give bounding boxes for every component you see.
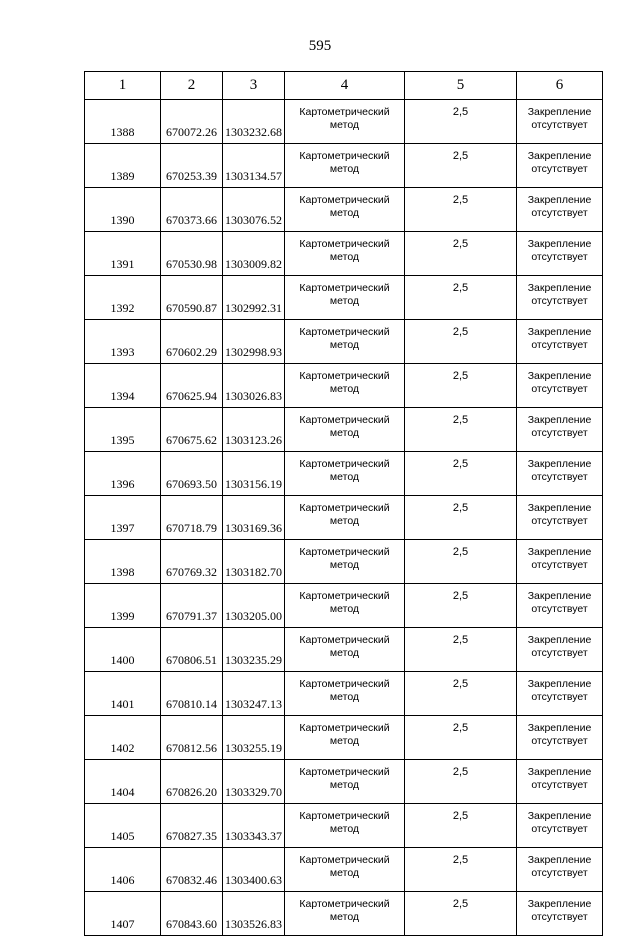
method-line1: Картометрический xyxy=(299,678,390,690)
y-coordinate-cell: 1303009.82 xyxy=(223,232,285,276)
method-cell xyxy=(285,760,405,804)
x-coordinate-cell: 670253.39 xyxy=(161,144,223,188)
fixing-line2: отсутствует xyxy=(531,735,588,747)
y-coordinate-cell: 1303169.36 xyxy=(223,496,285,540)
method-cell xyxy=(285,232,405,276)
fixing-line1: Закрепление xyxy=(527,722,592,734)
column-header: 2 xyxy=(161,72,223,100)
y-coordinate-cell: 1303235.29 xyxy=(223,628,285,672)
x-coordinate-cell: 670827.35 xyxy=(161,804,223,848)
method-line2: метод xyxy=(329,867,360,879)
fixing-cell xyxy=(517,408,603,452)
method-cell xyxy=(285,276,405,320)
method-line1: Картометрический xyxy=(299,502,390,514)
accuracy-cell: 2,5 xyxy=(405,584,517,628)
method-line1: Картометрический xyxy=(299,238,390,250)
y-coordinate-cell: 1303205.00 xyxy=(223,584,285,628)
column-header: 6 xyxy=(517,72,603,100)
fixing-cell xyxy=(517,276,603,320)
x-coordinate-cell: 670843.60 xyxy=(161,892,223,936)
y-coordinate-cell: 1303232.68 xyxy=(223,100,285,144)
table-row xyxy=(85,672,603,716)
table-row xyxy=(85,584,603,628)
y-coordinate-cell: 1303343.37 xyxy=(223,804,285,848)
method-line2: метод xyxy=(329,911,360,923)
point-id-cell: 1405 xyxy=(85,804,161,848)
method-cell xyxy=(285,452,405,496)
table-row xyxy=(85,232,603,276)
fixing-cell xyxy=(517,804,603,848)
fixing-line2: отсутствует xyxy=(531,119,588,131)
fixing-line2: отсутствует xyxy=(531,559,588,571)
y-coordinate-cell: 1302998.93 xyxy=(223,320,285,364)
table-row xyxy=(85,496,603,540)
method-line1: Картометрический xyxy=(299,106,390,118)
fixing-cell xyxy=(517,540,603,584)
x-coordinate-cell: 670810.14 xyxy=(161,672,223,716)
table-row xyxy=(85,188,603,232)
method-line1: Картометрический xyxy=(299,370,390,382)
point-id-cell: 1398 xyxy=(85,540,161,584)
method-line1: Картометрический xyxy=(299,722,390,734)
point-id-cell: 1395 xyxy=(85,408,161,452)
accuracy-cell: 2,5 xyxy=(405,848,517,892)
y-coordinate-cell: 1303076.52 xyxy=(223,188,285,232)
fixing-line1: Закрепление xyxy=(527,238,592,250)
method-line1: Картометрический xyxy=(299,194,390,206)
table-row xyxy=(85,804,603,848)
table-row xyxy=(85,848,603,892)
accuracy-cell: 2,5 xyxy=(405,892,517,936)
method-line1: Картометрический xyxy=(299,150,390,162)
x-coordinate-cell: 670718.79 xyxy=(161,496,223,540)
accuracy-cell: 2,5 xyxy=(405,232,517,276)
method-line2: метод xyxy=(329,119,360,131)
y-coordinate-cell: 1303255.19 xyxy=(223,716,285,760)
fixing-cell xyxy=(517,760,603,804)
x-coordinate-cell: 670590.87 xyxy=(161,276,223,320)
accuracy-cell: 2,5 xyxy=(405,496,517,540)
fixing-line1: Закрепление xyxy=(527,414,592,426)
accuracy-cell: 2,5 xyxy=(405,100,517,144)
fixing-line1: Закрепление xyxy=(527,854,592,866)
x-coordinate-cell: 670530.98 xyxy=(161,232,223,276)
fixing-cell xyxy=(517,364,603,408)
accuracy-cell: 2,5 xyxy=(405,144,517,188)
method-cell xyxy=(285,892,405,936)
x-coordinate-cell: 670806.51 xyxy=(161,628,223,672)
accuracy-cell: 2,5 xyxy=(405,716,517,760)
fixing-line2: отсутствует xyxy=(531,691,588,703)
accuracy-cell: 2,5 xyxy=(405,540,517,584)
method-line1: Картометрический xyxy=(299,766,390,778)
fixing-line2: отсутствует xyxy=(531,515,588,527)
method-line2: метод xyxy=(329,163,360,175)
point-id-cell: 1404 xyxy=(85,760,161,804)
fixing-cell xyxy=(517,232,603,276)
fixing-line1: Закрепление xyxy=(527,678,592,690)
accuracy-cell: 2,5 xyxy=(405,276,517,320)
fixing-cell xyxy=(517,144,603,188)
method-cell xyxy=(285,804,405,848)
method-cell xyxy=(285,320,405,364)
fixing-line2: отсутствует xyxy=(531,383,588,395)
page-number: 595 xyxy=(308,38,332,54)
method-line1: Картометрический xyxy=(299,282,390,294)
point-id-cell: 1401 xyxy=(85,672,161,716)
x-coordinate-cell: 670072.26 xyxy=(161,100,223,144)
point-id-cell: 1406 xyxy=(85,848,161,892)
accuracy-cell: 2,5 xyxy=(405,452,517,496)
fixing-line1: Закрепление xyxy=(527,150,592,162)
fixing-line1: Закрепление xyxy=(527,458,592,470)
y-coordinate-cell: 1303134.57 xyxy=(223,144,285,188)
table-body xyxy=(85,100,603,936)
accuracy-cell: 2,5 xyxy=(405,804,517,848)
accuracy-cell: 2,5 xyxy=(405,320,517,364)
x-coordinate-cell: 670832.46 xyxy=(161,848,223,892)
x-coordinate-cell: 670791.37 xyxy=(161,584,223,628)
method-cell xyxy=(285,408,405,452)
fixing-line1: Закрепление xyxy=(527,634,592,646)
table-row xyxy=(85,716,603,760)
fixing-line2: отсутствует xyxy=(531,647,588,659)
point-id-cell: 1393 xyxy=(85,320,161,364)
table-row xyxy=(85,144,603,188)
table-row xyxy=(85,760,603,804)
y-coordinate-cell: 1303400.63 xyxy=(223,848,285,892)
method-line2: метод xyxy=(329,295,360,307)
table-row xyxy=(85,100,603,144)
method-line1: Картометрический xyxy=(299,854,390,866)
accuracy-cell: 2,5 xyxy=(405,672,517,716)
accuracy-cell: 2,5 xyxy=(405,364,517,408)
method-line2: метод xyxy=(329,383,360,395)
table-row xyxy=(85,320,603,364)
table-row xyxy=(85,276,603,320)
fixing-line1: Закрепление xyxy=(527,810,592,822)
point-id-cell: 1397 xyxy=(85,496,161,540)
accuracy-cell: 2,5 xyxy=(405,760,517,804)
fixing-line1: Закрепление xyxy=(527,326,592,338)
method-line1: Картометрический xyxy=(299,634,390,646)
fixing-line1: Закрепление xyxy=(527,282,592,294)
point-id-cell: 1388 xyxy=(85,100,161,144)
y-coordinate-cell: 1302992.31 xyxy=(223,276,285,320)
fixing-line1: Закрепление xyxy=(527,194,592,206)
method-line2: метод xyxy=(329,823,360,835)
point-id-cell: 1396 xyxy=(85,452,161,496)
fixing-line1: Закрепление xyxy=(527,502,592,514)
method-cell xyxy=(285,540,405,584)
y-coordinate-cell: 1303182.70 xyxy=(223,540,285,584)
method-line1: Картометрический xyxy=(299,326,390,338)
point-id-cell: 1400 xyxy=(85,628,161,672)
y-coordinate-cell: 1303526.83 xyxy=(223,892,285,936)
accuracy-cell: 2,5 xyxy=(405,408,517,452)
method-cell xyxy=(285,496,405,540)
x-coordinate-cell: 670602.29 xyxy=(161,320,223,364)
fixing-line2: отсутствует xyxy=(531,779,588,791)
fixing-cell xyxy=(517,320,603,364)
method-line1: Картометрический xyxy=(299,546,390,558)
fixing-line1: Закрепление xyxy=(527,766,592,778)
fixing-line2: отсутствует xyxy=(531,471,588,483)
y-coordinate-cell: 1303329.70 xyxy=(223,760,285,804)
coordinates-table xyxy=(84,71,603,936)
method-cell xyxy=(285,188,405,232)
method-line1: Картометрический xyxy=(299,898,390,910)
method-line2: метод xyxy=(329,251,360,263)
method-line2: метод xyxy=(329,207,360,219)
point-id-cell: 1391 xyxy=(85,232,161,276)
point-id-cell: 1389 xyxy=(85,144,161,188)
column-header: 4 xyxy=(285,72,405,100)
table-row xyxy=(85,452,603,496)
header-row xyxy=(85,72,603,100)
y-coordinate-cell: 1303156.19 xyxy=(223,452,285,496)
fixing-line1: Закрепление xyxy=(527,370,592,382)
fixing-line2: отсутствует xyxy=(531,251,588,263)
fixing-line1: Закрепление xyxy=(527,106,592,118)
fixing-cell xyxy=(517,452,603,496)
point-id-cell: 1392 xyxy=(85,276,161,320)
method-line2: метод xyxy=(329,603,360,615)
fixing-line1: Закрепление xyxy=(527,546,592,558)
fixing-cell xyxy=(517,188,603,232)
fixing-line2: отсутствует xyxy=(531,867,588,879)
x-coordinate-cell: 670769.32 xyxy=(161,540,223,584)
fixing-cell xyxy=(517,892,603,936)
method-line2: метод xyxy=(329,779,360,791)
fixing-line2: отсутствует xyxy=(531,163,588,175)
point-id-cell: 1399 xyxy=(85,584,161,628)
table-row xyxy=(85,364,603,408)
method-line2: метод xyxy=(329,515,360,527)
x-coordinate-cell: 670693.50 xyxy=(161,452,223,496)
method-cell xyxy=(285,584,405,628)
column-header: 1 xyxy=(85,72,161,100)
method-line1: Картометрический xyxy=(299,458,390,470)
column-header: 3 xyxy=(223,72,285,100)
column-header: 5 xyxy=(405,72,517,100)
fixing-cell xyxy=(517,496,603,540)
x-coordinate-cell: 670675.62 xyxy=(161,408,223,452)
fixing-line2: отсутствует xyxy=(531,603,588,615)
fixing-line2: отсутствует xyxy=(531,911,588,923)
method-line2: метод xyxy=(329,691,360,703)
fixing-cell xyxy=(517,628,603,672)
accuracy-cell: 2,5 xyxy=(405,628,517,672)
fixing-cell xyxy=(517,584,603,628)
point-id-cell: 1390 xyxy=(85,188,161,232)
fixing-line2: отсутствует xyxy=(531,295,588,307)
method-line1: Картометрический xyxy=(299,590,390,602)
table-row xyxy=(85,628,603,672)
point-id-cell: 1402 xyxy=(85,716,161,760)
x-coordinate-cell: 670812.56 xyxy=(161,716,223,760)
x-coordinate-cell: 670625.94 xyxy=(161,364,223,408)
y-coordinate-cell: 1303123.26 xyxy=(223,408,285,452)
x-coordinate-cell: 670373.66 xyxy=(161,188,223,232)
method-line2: метод xyxy=(329,559,360,571)
method-line2: метод xyxy=(329,339,360,351)
y-coordinate-cell: 1303247.13 xyxy=(223,672,285,716)
method-line2: метод xyxy=(329,647,360,659)
y-coordinate-cell: 1303026.83 xyxy=(223,364,285,408)
fixing-line2: отсутствует xyxy=(531,339,588,351)
method-line1: Картометрический xyxy=(299,810,390,822)
table-row xyxy=(85,540,603,584)
table-row xyxy=(85,892,603,936)
point-id-cell: 1407 xyxy=(85,892,161,936)
fixing-line1: Закрепление xyxy=(527,590,592,602)
x-coordinate-cell: 670826.20 xyxy=(161,760,223,804)
table-row xyxy=(85,408,603,452)
accuracy-cell: 2,5 xyxy=(405,188,517,232)
method-line2: метод xyxy=(329,735,360,747)
method-cell xyxy=(285,628,405,672)
method-line2: метод xyxy=(329,471,360,483)
method-line2: метод xyxy=(329,427,360,439)
fixing-line2: отсутствует xyxy=(531,427,588,439)
point-id-cell: 1394 xyxy=(85,364,161,408)
fixing-line2: отсутствует xyxy=(531,823,588,835)
method-cell xyxy=(285,716,405,760)
fixing-cell xyxy=(517,672,603,716)
method-cell xyxy=(285,672,405,716)
method-cell xyxy=(285,848,405,892)
fixing-cell xyxy=(517,100,603,144)
method-cell xyxy=(285,364,405,408)
fixing-line1: Закрепление xyxy=(527,898,592,910)
fixing-cell xyxy=(517,848,603,892)
method-cell xyxy=(285,144,405,188)
fixing-cell xyxy=(517,716,603,760)
method-cell xyxy=(285,100,405,144)
fixing-line2: отсутствует xyxy=(531,207,588,219)
method-line1: Картометрический xyxy=(299,414,390,426)
